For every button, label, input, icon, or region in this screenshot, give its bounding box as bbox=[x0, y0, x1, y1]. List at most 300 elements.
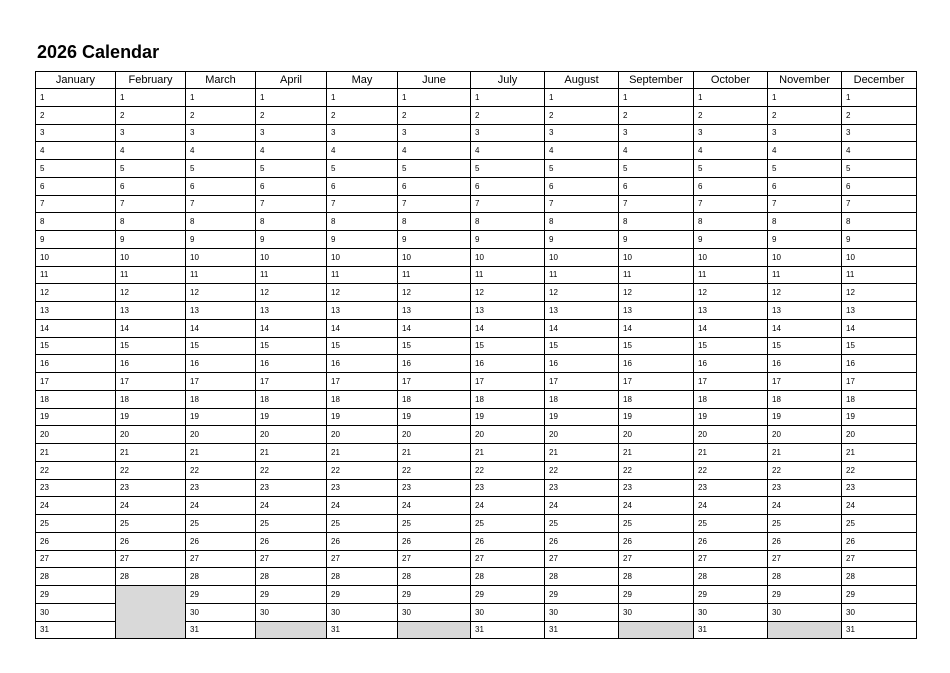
day-cell-october: 13 bbox=[694, 302, 768, 320]
day-cell-december: 8 bbox=[842, 213, 917, 231]
day-cell-august: 4 bbox=[545, 142, 619, 160]
day-cell-september: 13 bbox=[619, 302, 694, 320]
day-cell-december: 29 bbox=[842, 586, 917, 604]
month-header-may: May bbox=[327, 72, 398, 89]
day-cell-march: 5 bbox=[186, 160, 256, 178]
day-cell-october: 22 bbox=[694, 461, 768, 479]
day-cell-may: 24 bbox=[327, 497, 398, 515]
day-cell-february: 5 bbox=[116, 160, 186, 178]
day-row bbox=[36, 479, 917, 497]
day-cell-august: 30 bbox=[545, 603, 619, 621]
day-cell-march: 27 bbox=[186, 550, 256, 568]
day-cell-november: 2 bbox=[768, 106, 842, 124]
day-cell-march: 3 bbox=[186, 124, 256, 142]
day-row bbox=[36, 142, 917, 160]
day-cell-september: 28 bbox=[619, 568, 694, 586]
day-cell-february: 24 bbox=[116, 497, 186, 515]
day-cell-october: 6 bbox=[694, 177, 768, 195]
day-row bbox=[36, 426, 917, 444]
day-cell-march: 8 bbox=[186, 213, 256, 231]
day-cell-june: 7 bbox=[398, 195, 471, 213]
day-cell-june: 4 bbox=[398, 142, 471, 160]
day-cell-january: 12 bbox=[36, 284, 116, 302]
day-cell-november: 23 bbox=[768, 479, 842, 497]
day-cell-april: 5 bbox=[256, 160, 327, 178]
month-header-october: October bbox=[694, 72, 768, 89]
day-cell-september: 11 bbox=[619, 266, 694, 284]
day-cell-december: 18 bbox=[842, 390, 917, 408]
day-cell-february: 14 bbox=[116, 319, 186, 337]
day-row bbox=[36, 302, 917, 320]
day-cell-december: 5 bbox=[842, 160, 917, 178]
day-row bbox=[36, 319, 917, 337]
day-cell-may: 8 bbox=[327, 213, 398, 231]
day-cell-february: 19 bbox=[116, 408, 186, 426]
day-cell-april: 13 bbox=[256, 302, 327, 320]
day-cell-october: 9 bbox=[694, 231, 768, 249]
day-cell-september: 1 bbox=[619, 89, 694, 107]
day-cell-february: 17 bbox=[116, 373, 186, 391]
day-cell-march: 30 bbox=[186, 603, 256, 621]
day-cell-february: 26 bbox=[116, 532, 186, 550]
day-cell-october: 2 bbox=[694, 106, 768, 124]
day-cell-august: 16 bbox=[545, 355, 619, 373]
day-cell-may: 18 bbox=[327, 390, 398, 408]
day-row bbox=[36, 160, 917, 178]
day-cell-february: 3 bbox=[116, 124, 186, 142]
day-cell-july: 29 bbox=[471, 586, 545, 604]
day-cell-january: 27 bbox=[36, 550, 116, 568]
day-cell-december: 17 bbox=[842, 373, 917, 391]
day-row bbox=[36, 231, 917, 249]
day-cell-august: 10 bbox=[545, 248, 619, 266]
day-cell-october: 21 bbox=[694, 444, 768, 462]
month-header-row bbox=[36, 72, 917, 89]
blank-day-cell bbox=[619, 621, 694, 639]
day-cell-october: 24 bbox=[694, 497, 768, 515]
day-cell-june: 20 bbox=[398, 426, 471, 444]
day-cell-april: 21 bbox=[256, 444, 327, 462]
day-cell-september: 24 bbox=[619, 497, 694, 515]
day-cell-december: 9 bbox=[842, 231, 917, 249]
day-cell-january: 20 bbox=[36, 426, 116, 444]
day-cell-december: 19 bbox=[842, 408, 917, 426]
day-cell-december: 15 bbox=[842, 337, 917, 355]
day-cell-july: 28 bbox=[471, 568, 545, 586]
day-cell-april: 23 bbox=[256, 479, 327, 497]
day-cell-january: 13 bbox=[36, 302, 116, 320]
day-cell-july: 25 bbox=[471, 515, 545, 533]
day-cell-june: 21 bbox=[398, 444, 471, 462]
day-cell-april: 7 bbox=[256, 195, 327, 213]
blank-day-cell bbox=[116, 586, 186, 639]
day-row bbox=[36, 213, 917, 231]
day-cell-july: 31 bbox=[471, 621, 545, 639]
day-cell-february: 12 bbox=[116, 284, 186, 302]
day-cell-july: 9 bbox=[471, 231, 545, 249]
day-cell-november: 7 bbox=[768, 195, 842, 213]
month-header-august: August bbox=[545, 72, 619, 89]
day-cell-december: 30 bbox=[842, 603, 917, 621]
day-cell-august: 13 bbox=[545, 302, 619, 320]
day-cell-may: 26 bbox=[327, 532, 398, 550]
day-cell-march: 7 bbox=[186, 195, 256, 213]
day-cell-february: 2 bbox=[116, 106, 186, 124]
day-cell-july: 18 bbox=[471, 390, 545, 408]
day-cell-january: 14 bbox=[36, 319, 116, 337]
day-cell-february: 15 bbox=[116, 337, 186, 355]
day-row bbox=[36, 461, 917, 479]
day-cell-june: 5 bbox=[398, 160, 471, 178]
day-cell-august: 5 bbox=[545, 160, 619, 178]
day-cell-november: 13 bbox=[768, 302, 842, 320]
day-cell-march: 24 bbox=[186, 497, 256, 515]
month-header-june: June bbox=[398, 72, 471, 89]
day-cell-july: 30 bbox=[471, 603, 545, 621]
day-cell-january: 15 bbox=[36, 337, 116, 355]
month-header-february: February bbox=[116, 72, 186, 89]
day-cell-october: 4 bbox=[694, 142, 768, 160]
day-cell-march: 2 bbox=[186, 106, 256, 124]
day-cell-july: 7 bbox=[471, 195, 545, 213]
day-cell-september: 30 bbox=[619, 603, 694, 621]
day-cell-october: 11 bbox=[694, 266, 768, 284]
day-cell-march: 11 bbox=[186, 266, 256, 284]
day-cell-december: 2 bbox=[842, 106, 917, 124]
day-cell-july: 21 bbox=[471, 444, 545, 462]
day-cell-november: 22 bbox=[768, 461, 842, 479]
day-row bbox=[36, 248, 917, 266]
day-cell-september: 7 bbox=[619, 195, 694, 213]
day-cell-may: 9 bbox=[327, 231, 398, 249]
day-row bbox=[36, 373, 917, 391]
day-cell-april: 18 bbox=[256, 390, 327, 408]
day-cell-july: 6 bbox=[471, 177, 545, 195]
day-cell-october: 15 bbox=[694, 337, 768, 355]
day-cell-december: 27 bbox=[842, 550, 917, 568]
day-cell-june: 30 bbox=[398, 603, 471, 621]
day-row bbox=[36, 284, 917, 302]
day-cell-february: 8 bbox=[116, 213, 186, 231]
day-cell-may: 6 bbox=[327, 177, 398, 195]
day-cell-april: 22 bbox=[256, 461, 327, 479]
day-cell-february: 4 bbox=[116, 142, 186, 160]
day-cell-september: 26 bbox=[619, 532, 694, 550]
day-cell-october: 26 bbox=[694, 532, 768, 550]
day-cell-february: 1 bbox=[116, 89, 186, 107]
day-cell-march: 23 bbox=[186, 479, 256, 497]
day-cell-february: 20 bbox=[116, 426, 186, 444]
day-row bbox=[36, 266, 917, 284]
day-cell-may: 10 bbox=[327, 248, 398, 266]
day-cell-august: 17 bbox=[545, 373, 619, 391]
day-row bbox=[36, 586, 917, 604]
day-cell-march: 29 bbox=[186, 586, 256, 604]
day-cell-september: 14 bbox=[619, 319, 694, 337]
day-cell-january: 2 bbox=[36, 106, 116, 124]
day-cell-december: 14 bbox=[842, 319, 917, 337]
day-cell-september: 21 bbox=[619, 444, 694, 462]
day-cell-june: 28 bbox=[398, 568, 471, 586]
day-cell-august: 9 bbox=[545, 231, 619, 249]
day-cell-january: 26 bbox=[36, 532, 116, 550]
day-cell-april: 14 bbox=[256, 319, 327, 337]
day-cell-april: 4 bbox=[256, 142, 327, 160]
day-cell-november: 25 bbox=[768, 515, 842, 533]
day-cell-may: 22 bbox=[327, 461, 398, 479]
day-cell-april: 24 bbox=[256, 497, 327, 515]
day-cell-april: 27 bbox=[256, 550, 327, 568]
day-cell-july: 13 bbox=[471, 302, 545, 320]
day-cell-december: 21 bbox=[842, 444, 917, 462]
day-cell-april: 2 bbox=[256, 106, 327, 124]
blank-day-cell bbox=[398, 621, 471, 639]
day-row bbox=[36, 532, 917, 550]
day-cell-may: 5 bbox=[327, 160, 398, 178]
day-cell-march: 9 bbox=[186, 231, 256, 249]
day-row bbox=[36, 390, 917, 408]
day-cell-august: 29 bbox=[545, 586, 619, 604]
day-cell-december: 24 bbox=[842, 497, 917, 515]
day-cell-january: 11 bbox=[36, 266, 116, 284]
day-cell-april: 10 bbox=[256, 248, 327, 266]
day-cell-august: 21 bbox=[545, 444, 619, 462]
day-cell-october: 28 bbox=[694, 568, 768, 586]
day-cell-april: 6 bbox=[256, 177, 327, 195]
day-cell-february: 28 bbox=[116, 568, 186, 586]
day-cell-november: 19 bbox=[768, 408, 842, 426]
day-cell-december: 22 bbox=[842, 461, 917, 479]
day-cell-june: 11 bbox=[398, 266, 471, 284]
day-cell-august: 14 bbox=[545, 319, 619, 337]
day-cell-october: 19 bbox=[694, 408, 768, 426]
day-cell-august: 24 bbox=[545, 497, 619, 515]
day-cell-september: 16 bbox=[619, 355, 694, 373]
day-cell-september: 3 bbox=[619, 124, 694, 142]
day-cell-march: 17 bbox=[186, 373, 256, 391]
day-cell-august: 23 bbox=[545, 479, 619, 497]
day-cell-january: 21 bbox=[36, 444, 116, 462]
day-cell-june: 12 bbox=[398, 284, 471, 302]
day-cell-october: 7 bbox=[694, 195, 768, 213]
day-cell-may: 4 bbox=[327, 142, 398, 160]
day-cell-april: 12 bbox=[256, 284, 327, 302]
day-cell-november: 17 bbox=[768, 373, 842, 391]
day-cell-june: 18 bbox=[398, 390, 471, 408]
day-cell-may: 7 bbox=[327, 195, 398, 213]
day-cell-april: 1 bbox=[256, 89, 327, 107]
day-cell-october: 5 bbox=[694, 160, 768, 178]
day-cell-march: 1 bbox=[186, 89, 256, 107]
day-cell-december: 12 bbox=[842, 284, 917, 302]
day-cell-may: 16 bbox=[327, 355, 398, 373]
day-cell-may: 3 bbox=[327, 124, 398, 142]
calendar-body bbox=[36, 89, 917, 639]
day-cell-march: 31 bbox=[186, 621, 256, 639]
day-cell-july: 12 bbox=[471, 284, 545, 302]
day-cell-june: 3 bbox=[398, 124, 471, 142]
day-row bbox=[36, 515, 917, 533]
day-cell-may: 27 bbox=[327, 550, 398, 568]
day-cell-january: 31 bbox=[36, 621, 116, 639]
day-row bbox=[36, 444, 917, 462]
day-cell-january: 19 bbox=[36, 408, 116, 426]
day-cell-january: 7 bbox=[36, 195, 116, 213]
day-cell-july: 16 bbox=[471, 355, 545, 373]
day-cell-august: 6 bbox=[545, 177, 619, 195]
day-cell-june: 6 bbox=[398, 177, 471, 195]
month-header-december: December bbox=[842, 72, 917, 89]
day-cell-november: 3 bbox=[768, 124, 842, 142]
day-cell-october: 8 bbox=[694, 213, 768, 231]
day-row bbox=[36, 124, 917, 142]
day-cell-november: 5 bbox=[768, 160, 842, 178]
day-cell-september: 9 bbox=[619, 231, 694, 249]
day-cell-november: 18 bbox=[768, 390, 842, 408]
day-cell-april: 26 bbox=[256, 532, 327, 550]
day-cell-april: 11 bbox=[256, 266, 327, 284]
day-cell-march: 16 bbox=[186, 355, 256, 373]
day-row bbox=[36, 568, 917, 586]
day-cell-march: 19 bbox=[186, 408, 256, 426]
day-cell-january: 3 bbox=[36, 124, 116, 142]
day-cell-december: 4 bbox=[842, 142, 917, 160]
day-cell-august: 28 bbox=[545, 568, 619, 586]
day-cell-november: 12 bbox=[768, 284, 842, 302]
day-cell-january: 28 bbox=[36, 568, 116, 586]
day-cell-july: 3 bbox=[471, 124, 545, 142]
day-cell-september: 6 bbox=[619, 177, 694, 195]
day-cell-march: 4 bbox=[186, 142, 256, 160]
day-cell-january: 18 bbox=[36, 390, 116, 408]
day-cell-may: 12 bbox=[327, 284, 398, 302]
day-cell-april: 20 bbox=[256, 426, 327, 444]
day-cell-may: 15 bbox=[327, 337, 398, 355]
day-cell-april: 28 bbox=[256, 568, 327, 586]
day-cell-january: 8 bbox=[36, 213, 116, 231]
day-row bbox=[36, 408, 917, 426]
day-cell-january: 17 bbox=[36, 373, 116, 391]
day-cell-june: 23 bbox=[398, 479, 471, 497]
day-cell-september: 12 bbox=[619, 284, 694, 302]
day-cell-august: 7 bbox=[545, 195, 619, 213]
day-cell-december: 1 bbox=[842, 89, 917, 107]
day-cell-october: 16 bbox=[694, 355, 768, 373]
day-cell-february: 22 bbox=[116, 461, 186, 479]
day-cell-july: 1 bbox=[471, 89, 545, 107]
day-cell-may: 2 bbox=[327, 106, 398, 124]
day-cell-august: 19 bbox=[545, 408, 619, 426]
day-cell-december: 25 bbox=[842, 515, 917, 533]
day-cell-october: 14 bbox=[694, 319, 768, 337]
day-cell-october: 31 bbox=[694, 621, 768, 639]
day-cell-may: 13 bbox=[327, 302, 398, 320]
day-cell-may: 28 bbox=[327, 568, 398, 586]
day-cell-july: 19 bbox=[471, 408, 545, 426]
day-cell-february: 7 bbox=[116, 195, 186, 213]
day-cell-july: 23 bbox=[471, 479, 545, 497]
blank-day-cell bbox=[768, 621, 842, 639]
day-cell-february: 18 bbox=[116, 390, 186, 408]
month-header-november: November bbox=[768, 72, 842, 89]
day-cell-october: 10 bbox=[694, 248, 768, 266]
day-cell-february: 23 bbox=[116, 479, 186, 497]
day-cell-october: 12 bbox=[694, 284, 768, 302]
day-cell-november: 14 bbox=[768, 319, 842, 337]
day-cell-june: 8 bbox=[398, 213, 471, 231]
day-cell-august: 1 bbox=[545, 89, 619, 107]
day-cell-october: 23 bbox=[694, 479, 768, 497]
month-header-july: July bbox=[471, 72, 545, 89]
day-cell-january: 23 bbox=[36, 479, 116, 497]
day-cell-july: 5 bbox=[471, 160, 545, 178]
blank-day-cell bbox=[256, 621, 327, 639]
day-cell-june: 13 bbox=[398, 302, 471, 320]
day-cell-october: 3 bbox=[694, 124, 768, 142]
day-cell-september: 5 bbox=[619, 160, 694, 178]
day-cell-november: 11 bbox=[768, 266, 842, 284]
day-cell-july: 4 bbox=[471, 142, 545, 160]
day-cell-may: 25 bbox=[327, 515, 398, 533]
day-cell-june: 25 bbox=[398, 515, 471, 533]
day-cell-june: 26 bbox=[398, 532, 471, 550]
day-cell-march: 26 bbox=[186, 532, 256, 550]
day-cell-october: 1 bbox=[694, 89, 768, 107]
day-cell-may: 21 bbox=[327, 444, 398, 462]
day-cell-july: 24 bbox=[471, 497, 545, 515]
day-cell-june: 24 bbox=[398, 497, 471, 515]
day-cell-november: 6 bbox=[768, 177, 842, 195]
day-cell-august: 2 bbox=[545, 106, 619, 124]
day-cell-september: 17 bbox=[619, 373, 694, 391]
day-row bbox=[36, 177, 917, 195]
day-row bbox=[36, 355, 917, 373]
month-header-april: April bbox=[256, 72, 327, 89]
day-cell-june: 19 bbox=[398, 408, 471, 426]
day-cell-december: 26 bbox=[842, 532, 917, 550]
day-cell-september: 15 bbox=[619, 337, 694, 355]
day-cell-june: 27 bbox=[398, 550, 471, 568]
day-cell-june: 10 bbox=[398, 248, 471, 266]
day-cell-january: 16 bbox=[36, 355, 116, 373]
day-cell-july: 20 bbox=[471, 426, 545, 444]
day-cell-september: 20 bbox=[619, 426, 694, 444]
day-cell-april: 16 bbox=[256, 355, 327, 373]
day-cell-january: 6 bbox=[36, 177, 116, 195]
day-cell-january: 29 bbox=[36, 586, 116, 604]
day-cell-march: 21 bbox=[186, 444, 256, 462]
day-row bbox=[36, 106, 917, 124]
day-cell-october: 17 bbox=[694, 373, 768, 391]
day-cell-march: 10 bbox=[186, 248, 256, 266]
day-cell-august: 3 bbox=[545, 124, 619, 142]
day-cell-september: 2 bbox=[619, 106, 694, 124]
day-cell-march: 13 bbox=[186, 302, 256, 320]
day-cell-october: 27 bbox=[694, 550, 768, 568]
day-cell-december: 13 bbox=[842, 302, 917, 320]
day-cell-august: 22 bbox=[545, 461, 619, 479]
day-cell-october: 20 bbox=[694, 426, 768, 444]
day-cell-june: 1 bbox=[398, 89, 471, 107]
day-cell-september: 10 bbox=[619, 248, 694, 266]
day-row bbox=[36, 497, 917, 515]
day-cell-may: 23 bbox=[327, 479, 398, 497]
day-cell-january: 9 bbox=[36, 231, 116, 249]
day-cell-january: 30 bbox=[36, 603, 116, 621]
day-cell-october: 25 bbox=[694, 515, 768, 533]
day-cell-june: 17 bbox=[398, 373, 471, 391]
month-header-january: January bbox=[36, 72, 116, 89]
